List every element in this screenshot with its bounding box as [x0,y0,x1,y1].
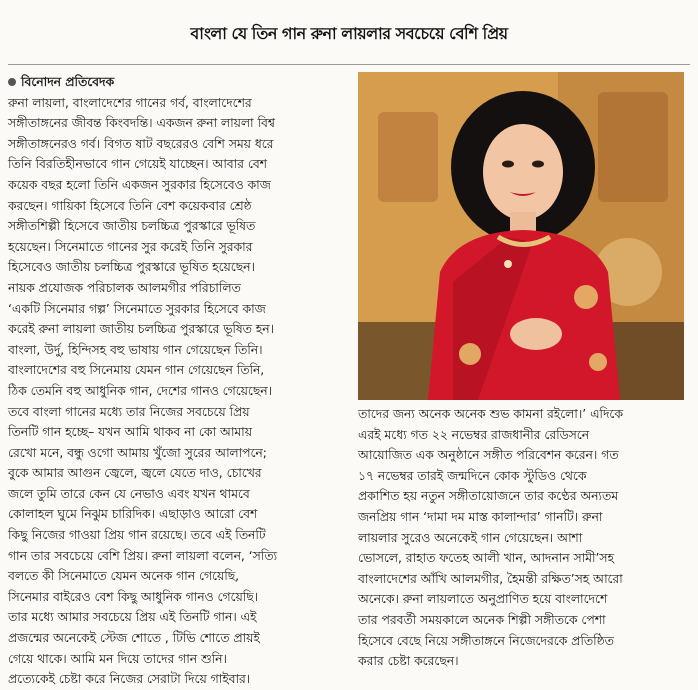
text-line: হিসেবেও জাতীয় চলচ্চিত্র পুরস্কারে ভূষিত হয়েছেন। [8,260,255,275]
text-line: করছেন। গায়িকা হিসেবে তিনি বেশ কয়েকবার শ্রেষ্ঠ [8,198,252,213]
text-line: প্রজন্মের অনেকেই স্টেজ শোতে , টিভি শোতে প্রায়ই [8,631,260,646]
text-line: আয়োজিত এক অনুষ্ঠানে সঙ্গীত পরিবেশন করেন। গত [358,448,619,463]
text-line: গেয়ে থাকে। আমি মন দিয়ে তাদের গান শুনি। [8,651,227,666]
embroidery-motif [589,353,607,371]
eye [502,161,514,168]
text-line: ‘একটি সিনেমার গল্প’ সিনেমাতে সুরকার হিসেবে কাজ [8,301,266,316]
text-line: কোলাহল ঘুমে নিঝুম চারিদিক। এছাড়াও আরো বেশ [8,507,258,522]
text-line: কয়েক বছর হলো তিনি একজন সুরকার হিসেবেও কাজ [8,177,271,192]
embroidery-motif [574,285,598,309]
byline [8,72,350,93]
text-line: হিসেবে বেছে নিয়ে সঙ্গীতাঙ্গনে নিজেদেরকে প্রতিষ্ঠিত [358,633,614,648]
left-body-text [8,93,350,690]
text-line: সঙ্গীতাঙ্গনের জীবন্ত কিংবদন্তি। একজন রুনা লায়লা বিশ্ব [8,116,275,131]
text-line: বাংলাদেশের বহু সিনেমায় যেমন গান গেয়েছেন তিনি, [8,363,265,378]
text-line: অনেকে। রুনা লায়লাতে অনুপ্রাণিত হয়ে বাংলাদেশে [358,592,608,607]
eye [532,161,544,168]
text-line: ১৭ নভেম্বর তারই জন্মদিনে কোক স্টুডিও থেকে [358,468,587,483]
text-line: তার পরবর্তী সময়কালে অনেক শিল্পী সঙ্গীতকে পেশা [358,612,606,627]
text-line: তিনি বিরতিহীনভাবে গান গেয়েই যাচ্ছেন। আবার বেশ [8,157,267,172]
right-column [358,404,688,672]
backdrop-art [598,92,668,202]
headline: বাংলা যে তিন গান রুনা লায়লার সবচেয়ে বেশি প্রিয় [190,24,508,43]
text-line: সিনেমার বাইরেও বেশ কিছু আধুনিক গানও গেয়েছি। [8,589,259,604]
hands [510,318,562,350]
bullet-icon [8,78,16,86]
backdrop-art [378,112,438,202]
text-line: তার মধ্যে আমার সবচেয়ে প্রিয় এই তিনটি গান। এই [8,610,257,625]
text-line: রুনা লায়লা, বাংলাদেশের গানের গর্ব, বাংলাদেশের [8,95,252,110]
text-line: তিনটি গান হচ্ছে– যখন আমি থাকব না কো আমায় [8,425,252,440]
pendant [504,260,512,268]
text-line: হয়েছেন। সিনেমাতে গানের সুর করেই তিনি সুরকার [8,239,253,254]
embroidery-motif [459,343,481,365]
singer-photo [358,72,684,400]
text-line: তাদের জন্য অনেক অনেক শুভ কামনা রইলো।’ এদিকে [358,407,623,421]
face [483,124,563,220]
headline-divider [8,64,690,65]
left-column [8,72,350,690]
text-line: বাংলা, উর্দু, হিন্দিসহ বহু ভাষায় গান গেয়েছেন তিনি। [8,342,263,357]
text-line: সঙ্গীতশিল্পী হিসেবে জাতীয় চলচ্চিত্র পুরস্কারে ভূষিত [8,219,256,234]
text-line: এরই মধ্যে গত ২২ নভেম্বর রাজধানীর রেডিসনে [358,427,590,442]
text-line: কিছু নিজের গাওয়া প্রিয় গান রয়েছে। তবে এই তিনটি [8,528,266,543]
text-line: নায়ক প্রযোজক পরিচালক আলমগীর পরিচালিত [8,280,241,295]
text-line: ভোসলে, রাহাত ফতেহ আলী খান, আদনান সামী’সহ [358,551,614,566]
text-line: বাংলাদেশের আঁখি আলমগীর, হৈমন্তী রক্ষিত’সহ আরো [358,571,623,586]
text-line: করেই রুনা লায়লা জাতীয় চলচ্চিত্র পুরস্কারে ভূষিত হন। [8,322,275,337]
text-line: বলতে কী সিনেমাতে যেমন অনেক গান গেয়েছি, [8,569,240,584]
text-line: জলে তুমি তারে কেন যে নেভাও এবং যখন থামবে [8,486,250,501]
text-line: প্রত্যেকেই চেষ্টা করে নিজের সেরাটা দিয়ে গাইবার। [8,672,251,687]
text-line: লায়লার সুরেও অনেকেই গান গেয়েছেন। আশা [358,530,583,545]
byline-text: বিনোদন প্রতিবেদক [21,75,115,89]
text-line: করার চেষ্টা করেছেন। [358,654,459,669]
text-line: তবে বাংলা গানের মধ্যে তার নিজের সবচেয়ে প্রিয় [8,404,250,419]
singer-illustration [358,72,684,400]
text-line: রেখো মনে, বন্ধু ওগো আমায় খুঁজো সুরের আলাপনে; [8,445,267,460]
text-line: জনপ্রিয় গান ‘দামা দম মাস্ত কালান্দার’ গানটি। রুনা [358,509,603,524]
text-line: সঙ্গীতাঙ্গনেরও গর্ব। বিগত ষাট বছরেরও বেশি সময় ধরে [8,136,274,151]
text-line: গান তার সবচেয়ে বেশি প্রিয়। রুনা লায়লা বলেন, ‘সত্যি [8,548,278,563]
text-line: প্রকাশিত হয় নতুন সঙ্গীতায়োজনে তার কণ্ঠের অন্যতম [358,489,619,504]
text-line: ঠিক তেমনি বহু আধুনিক গান, দেশের গানও গেয়েছেন। [8,383,273,398]
text-line: বুকে আমার আগুন জ্বেলে, জ্বলে যেতে দাও, চোখের [8,466,262,481]
